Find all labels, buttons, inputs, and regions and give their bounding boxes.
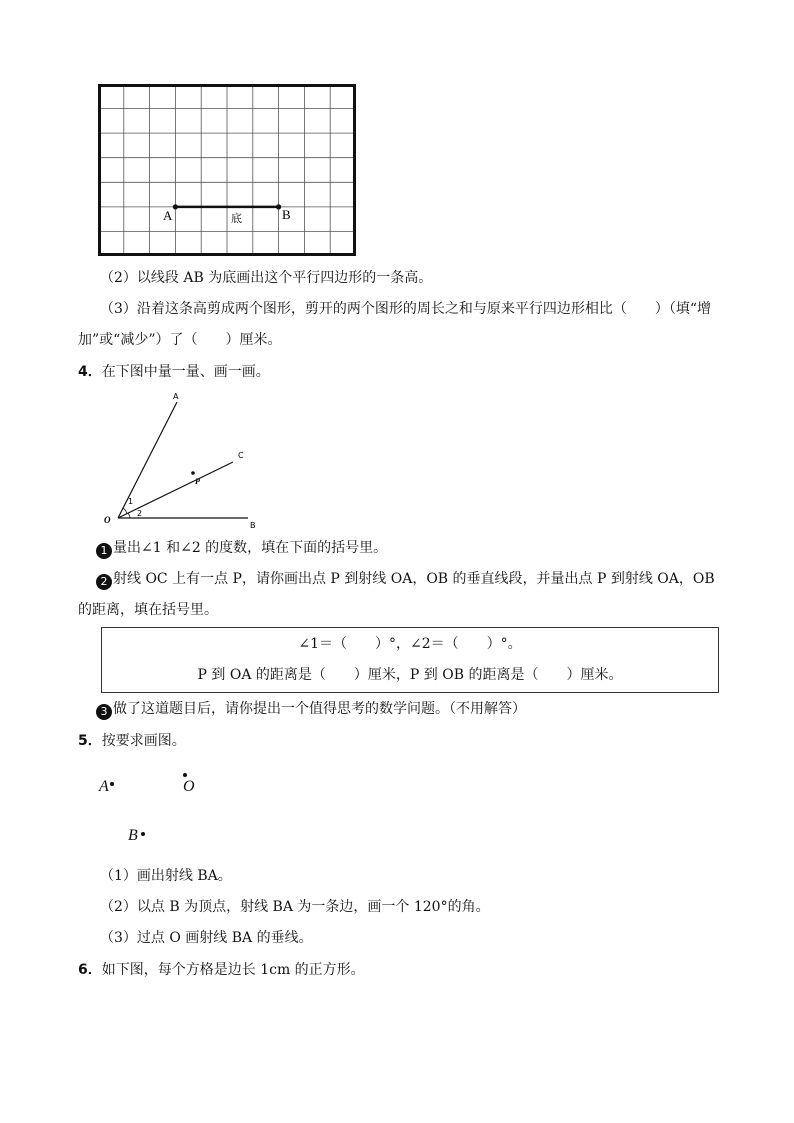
angle-figure — [100, 388, 270, 533]
q6-heading — [78, 960, 365, 980]
label-o: O — [104, 515, 111, 525]
point-a-dot — [173, 204, 178, 209]
label-base: 底 — [231, 212, 242, 225]
q3-sub2: （2）以线段 AB 为底画出这个平行四边形的一条高。 — [100, 270, 433, 286]
q4-item3-text: 做了这道题目后，请你提出一个值得思考的数学问题。（不用解答） — [113, 701, 526, 717]
point-a-dot — [110, 782, 114, 786]
label-a: A — [163, 208, 173, 223]
item1-mark: 1 — [96, 543, 112, 559]
q4-title: 在下图中量一量、画一画。 — [101, 364, 270, 380]
q4-item1-text: 量出∠1 和∠2 的度数，填在下面的括号里。 — [113, 540, 388, 556]
point-b-dot — [141, 832, 145, 836]
angle2-arc — [128, 513, 130, 518]
point-b-label: B — [128, 827, 138, 844]
q5-title: 按要求画图。 — [101, 733, 186, 749]
point-o-label: O — [183, 778, 195, 795]
answer-row-angles: ∠1＝（ ）°，∠2＝（ ）°。 — [298, 636, 522, 652]
q5-heading — [78, 731, 186, 751]
q4-item3 — [96, 699, 526, 720]
q3-sub3-line2: 加”或“减少”）了（ ）厘米。 — [78, 332, 282, 348]
grid-figure — [98, 84, 356, 256]
point-o-dot — [183, 773, 187, 777]
ray-oc — [118, 462, 233, 518]
q4-item2-text: 射线 OC 上有一点 P，请你画出点 P 到射线 OA，OB 的垂直线段，并量出点 P 到射线 OA，OB — [113, 571, 715, 587]
label-a: A — [173, 392, 179, 401]
q6-number: 6． — [78, 962, 102, 978]
q3-sub3-line1: （3）沿着这条高剪成两个图形，剪开的两个图形的周长之和与原来平行四边形相比（ ）（填“增 — [100, 301, 712, 317]
q5-sub1: （1）画出射线 BA。 — [100, 868, 232, 884]
q4-item2-line2: 的距离，填在括号里。 — [78, 602, 218, 618]
item3-mark: 3 — [96, 704, 112, 720]
grid-lines — [98, 84, 356, 256]
angle1-label: 1 — [128, 497, 134, 506]
ray-oa — [118, 402, 177, 518]
q4-number: 4． — [78, 364, 102, 380]
q6-title: 如下图，每个方格是边长 1cm 的正方形。 — [101, 962, 365, 978]
point-p-dot — [191, 471, 195, 475]
angle2-label: 2 — [137, 509, 143, 518]
angle1-arc — [123, 508, 127, 514]
q4-item2 — [96, 569, 715, 590]
q4-heading — [78, 362, 270, 382]
label-c: C — [238, 451, 244, 460]
answer-row-distances: P 到 OA 的距离是（ ）厘米，P 到 OB 的距离是（ ）厘米。 — [197, 667, 623, 683]
item2-mark: 2 — [96, 574, 112, 590]
label-b: B — [282, 207, 291, 222]
label-b: B — [250, 521, 256, 530]
point-b-dot — [276, 204, 281, 209]
q5-sub2: （2）以点 B 为顶点，射线 BA 为一条边，画一个 120°的角。 — [100, 899, 490, 915]
label-p: P — [195, 477, 200, 486]
answer-box — [101, 627, 719, 693]
q5-sub3: （3）过点 O 画射线 BA 的垂线。 — [100, 930, 313, 946]
q5-number: 5． — [78, 733, 102, 749]
q4-item1 — [96, 538, 387, 559]
point-a-label: A — [99, 778, 109, 795]
